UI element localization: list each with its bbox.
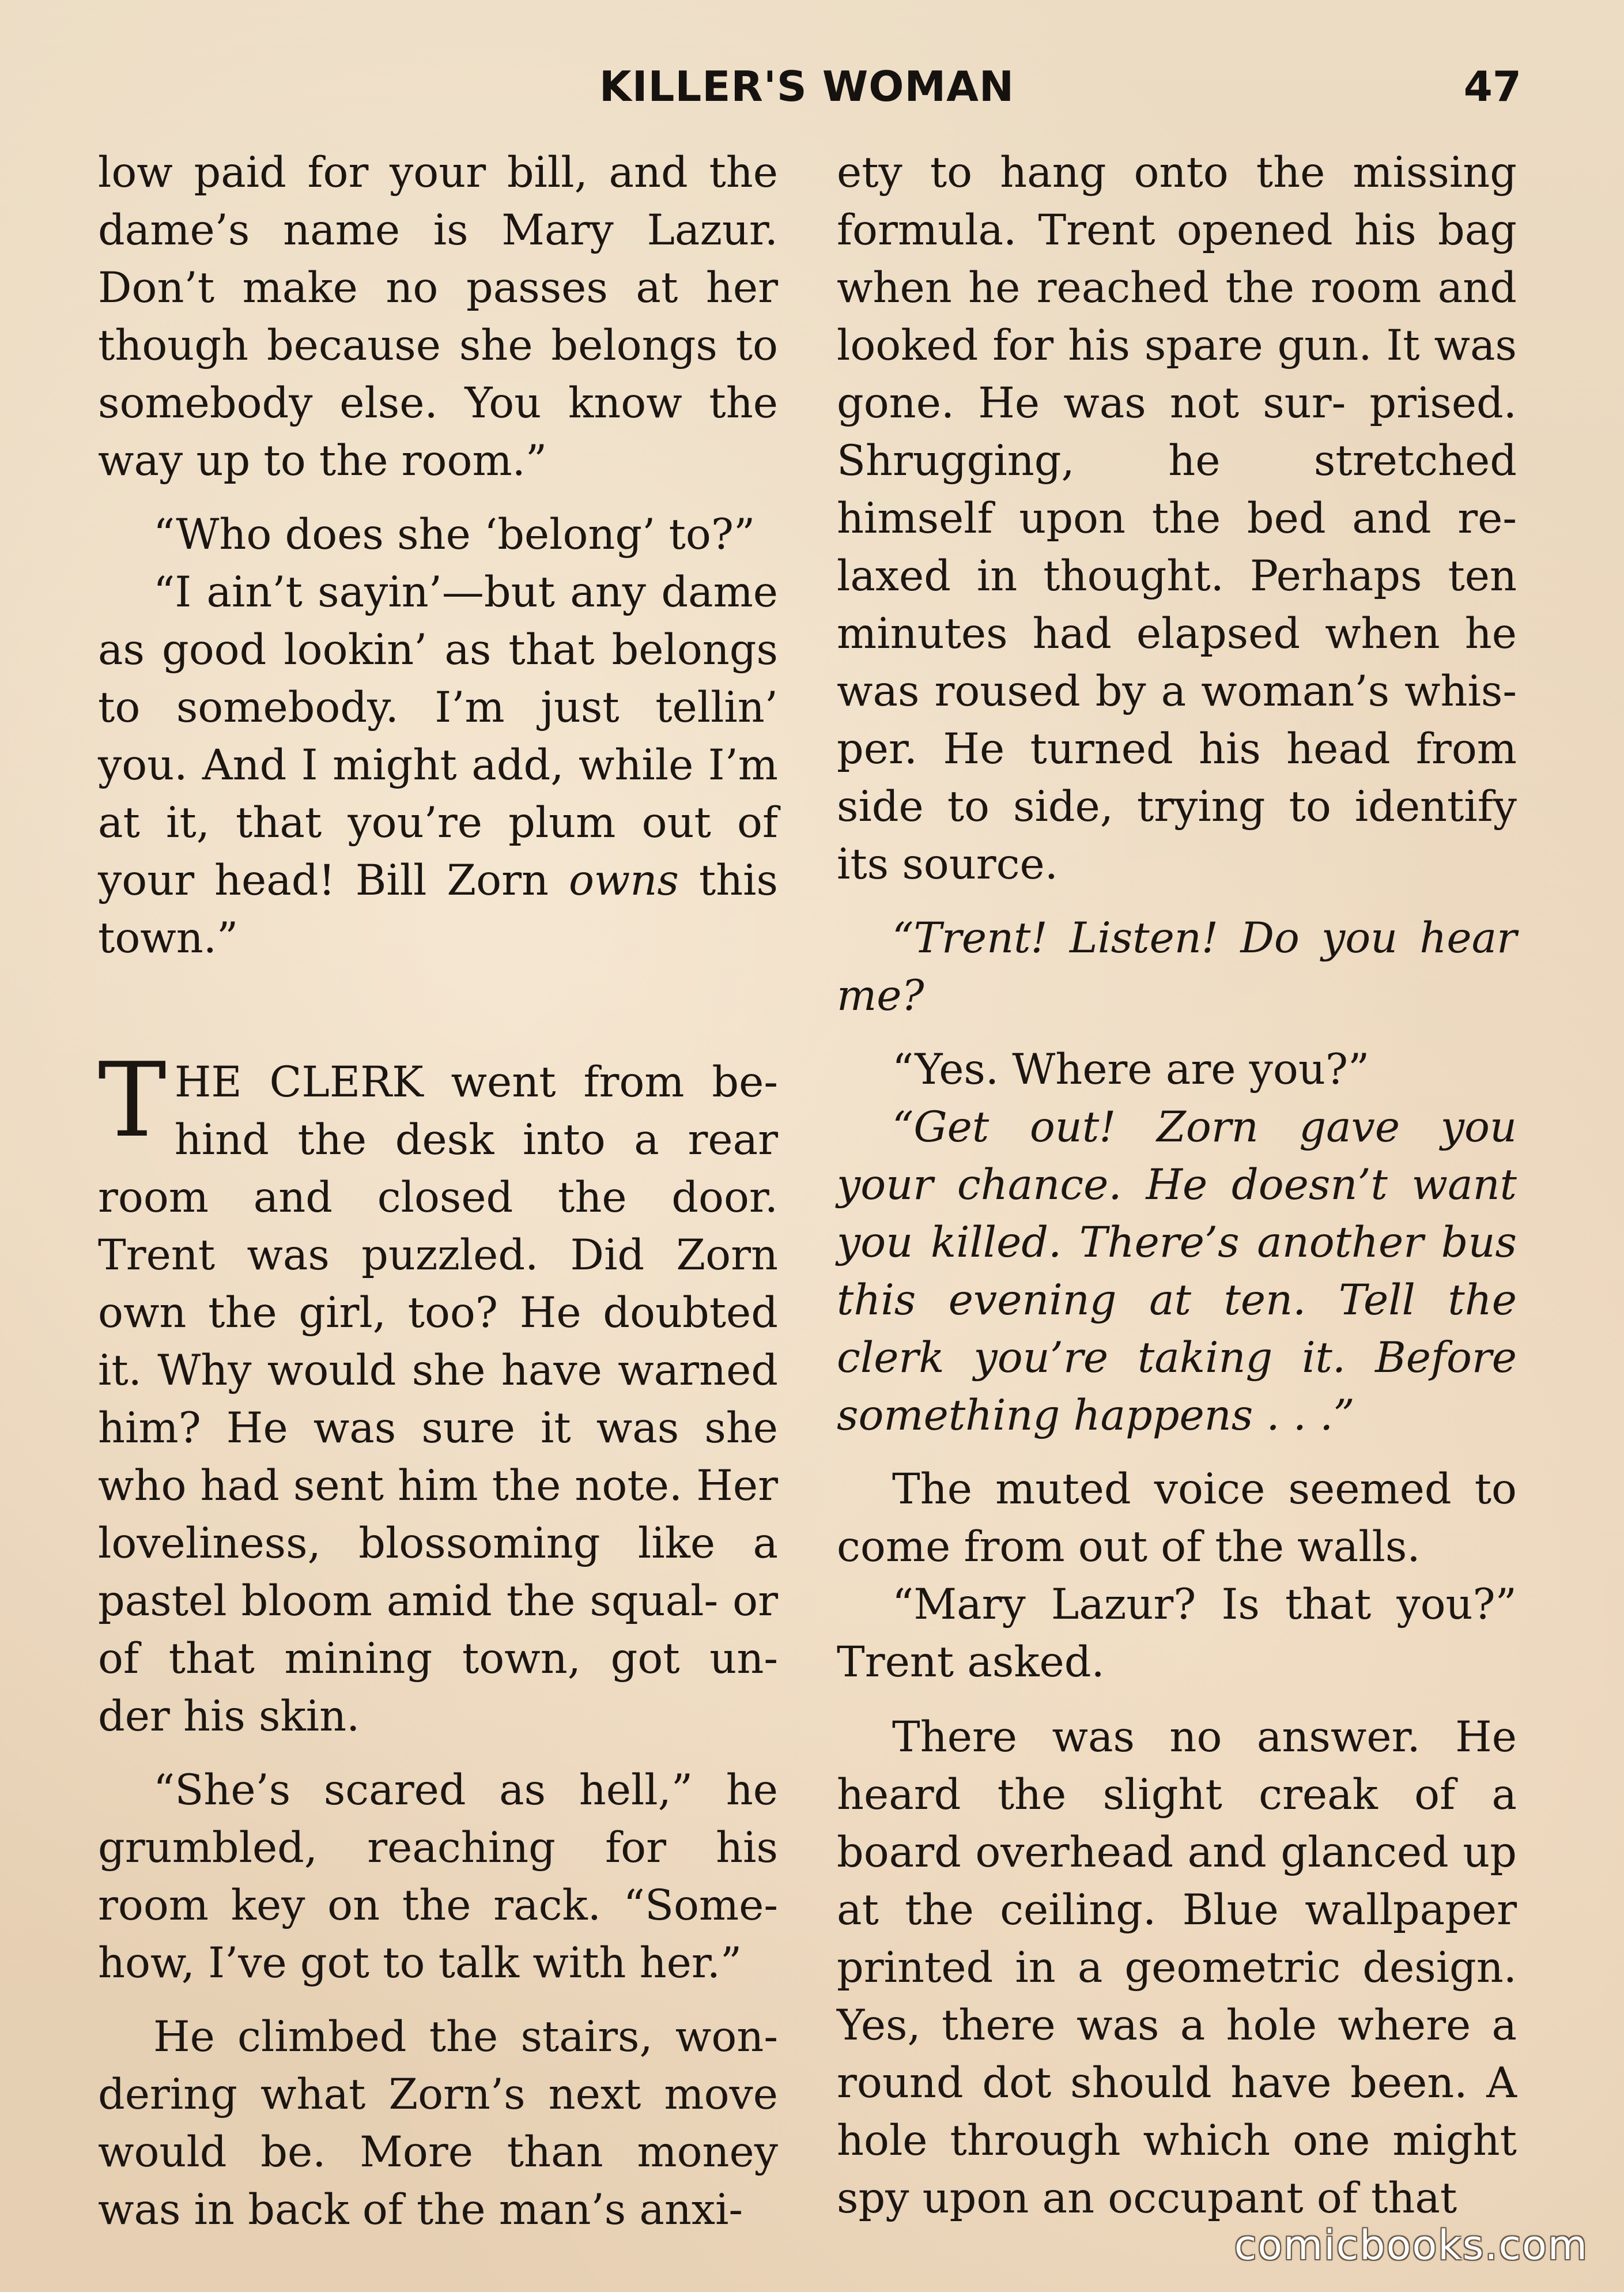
paragraph: There was no answer. He heard the slight creak of a board overhead and glanced up at the ceiling. Blue wallpaper printed in a geometric design. Yes, there was a hole where a round dot should have been. A hole through which one might spy upon an occupant of that	[837, 1713, 1517, 2223]
emphasis-text: owns	[568, 856, 679, 905]
paragraph-text: “I ain’t sayin’—but any dame as good lookin’ as that belongs to somebody. I’m just tellin’ you. And I might add, while I’m at it, that you’re plum out of your head! Bill Zorn	[98, 568, 778, 905]
paragraph	[98, 564, 778, 967]
right-column	[837, 144, 1517, 2227]
paragraph-italic: “Get out! Zorn gave you your chance. He doesn’t want you killed. There’s another bus this evening at ten. Tell the clerk you’re taking it. Before something happens . . .”	[837, 1103, 1517, 1440]
running-title: KILLER'S WOMAN	[599, 62, 1015, 111]
drop-cap: T	[98, 1041, 167, 1160]
paragraph: “She’s scared as hell,” he grumbled, reaching for his room key on the rack. “Some- how, I’ve got to talk with her.”	[98, 1766, 778, 1988]
paragraph: “Who does she ‘belong’ to?”	[153, 510, 756, 559]
paragraph-dropcap	[98, 1041, 778, 1746]
paragraph: “Mary Lazur? Is that you?” Trent asked.	[837, 1580, 1517, 1687]
paragraph: “Yes. Where are you?”	[892, 1045, 1370, 1094]
page-header	[92, 62, 1521, 120]
paragraph: He climbed the stairs, won- dering what Zorn’s next move would be. More than money was in back of the man’s anxi-	[98, 2012, 778, 2234]
paragraph-text: HE CLERK went from be- hind the desk into a rear room and closed the door. Trent was puzzled. Did Zorn own the girl, too? He doubted it. Why would she have warned him? He was sure it was she who had sent him the note. Her loveliness, blossoming like a pastel bloom amid the squal- or of that mining town, got un- der his skin.	[98, 1058, 778, 1741]
paragraph-italic: “Trent! Listen! Do you hear me?	[837, 914, 1517, 1020]
paragraph-text: this town.”	[98, 856, 778, 963]
page-number: 47	[1463, 62, 1521, 111]
paragraph: low paid for your bill, and the dame’s name is Mary Lazur. Don’t make no passes at her though because she belongs to somebody else. You know the way up to the room.”	[98, 148, 778, 485]
left-column	[98, 144, 778, 2239]
watermark: comicbooks.com	[1234, 2222, 1588, 2269]
paragraph: The muted voice seemed to come from out of the walls.	[837, 1465, 1517, 1571]
paragraph: ety to hang onto the missing formula. Trent opened his bag when he reached the room and looked for his spare gun. It was gone. He was not sur- prised. Shrugging, he stretched himself upon the bed and re- laxed in thought. Perhaps ten minutes had elapsed when he was roused by a woman’s whis- per. He turned his head from side to side, trying to identify its source.	[837, 148, 1517, 889]
